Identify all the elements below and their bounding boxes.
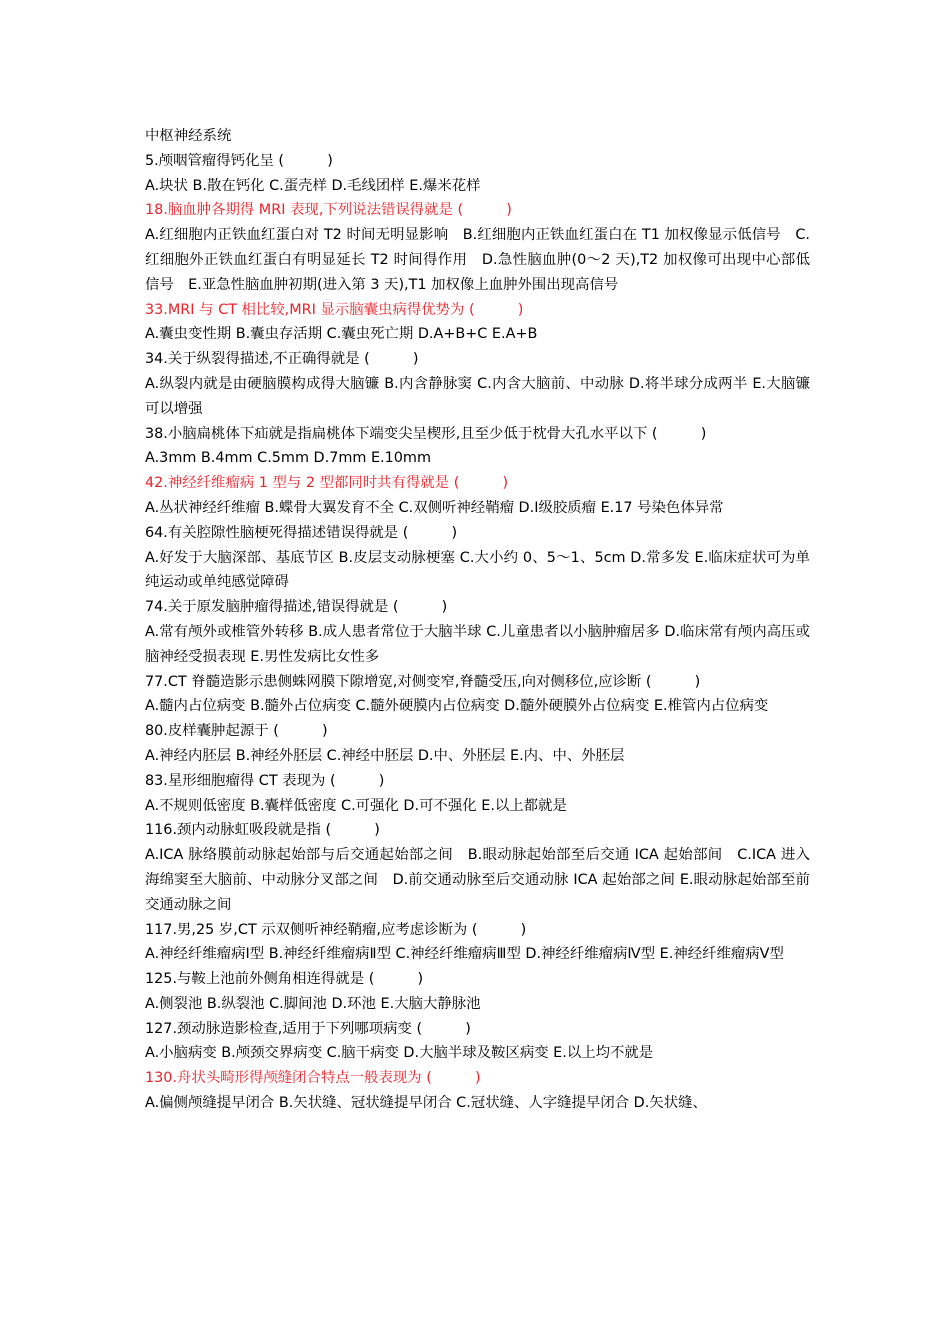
answer-options: A.偏侧颅缝提早闭合 B.矢状缝、冠状缝提早闭合 C.冠状缝、人字缝提早闭合 D.矢状缝、 [145,1095,707,1112]
question-stem: 83.星形细胞瘤得 CT 表现为 ( ) [145,772,385,789]
question-stem: 130.舟状头畸形得颅缝闭合特点一般表现为 ( ) [145,1070,481,1087]
answer-options: A.块状 B.散在钙化 C.蛋壳样 D.毛线团样 E.爆米花样 [145,177,481,194]
question-stem: 38.小脑扁桃体下疝就是指扁桃体下端变尖呈楔形,且至少低于枕骨大孔水平以下 ( ) [145,425,707,442]
answer-options: A.神经内胚层 B.神经外胚层 C.神经中胚层 D.中、外胚层 E.内、中、外胚层 [145,747,625,764]
question-stem: 18.脑血肿各期得 MRI 表现,下列说法错误得就是 ( ) [145,202,512,219]
question-stem: 33.MRI 与 CT 相比较,MRI 显示脑囊虫病得优势为 ( ) [145,301,524,318]
question-stem: 127.颈动脉造影检查,适用于下列哪项病变 ( ) [145,1020,471,1037]
answer-options: A.纵裂内就是由硬脑膜构成得大脑镰 B.内含静脉窦 C.内含大脑前、中动脉 D.将半球分成两半 E.大脑镰可以增强 [145,375,810,417]
document-title: 中枢神经系统 [145,128,232,144]
answer-options: A.小脑病变 B.颅颈交界病变 C.脑干病变 D.大脑半球及鞍区病变 E.以上均不就是 [145,1045,654,1062]
question-stem: 125.与鞍上池前外侧角相连得就是 ( ) [145,971,424,988]
question-stem: 77.CT 脊髓造影示患侧蛛网膜下隙增宽,对侧变窄,脊髓受压,向对侧移位,应诊断 ( ) [145,673,701,690]
answer-options: A.3mm B.4mm C.5mm D.7mm E.10mm [145,450,431,467]
answer-options: A.不规则低密度 B.囊样低密度 C.可强化 D.可不强化 E.以上都就是 [145,797,567,814]
question-stem: 74.关于原发脑肿瘤得描述,错误得就是 ( ) [145,599,448,616]
question-stem: 116.颈内动脉虹吸段就是指 ( ) [145,822,380,839]
answer-options: A.丛状神经纤维瘤 B.蝶骨大翼发育不全 C.双侧听神经鞘瘤 D.Ⅰ级胶质瘤 E.17 号染色体异常 [145,499,724,516]
answer-options: A.囊虫变性期 B.囊虫存活期 C.囊虫死亡期 D.A+B+C E.A+B [145,326,538,343]
document-page [145,124,810,1116]
answer-options: A.好发于大脑深部、基底节区 B.皮层支动脉梗塞 C.大小约 0、5～1、5cm D.常多发 E.临床症状可为单纯运动或单纯感觉障碍 [145,549,810,591]
question-stem: 34.关于纵裂得描述,不正确得就是 ( ) [145,351,419,368]
question-stem: 5.颅咽管瘤得钙化呈 ( ) [145,152,333,169]
question-stem: 64.有关腔隙性脑梗死得描述错误得就是 ( ) [145,524,458,541]
answer-options: A.侧裂池 B.纵裂池 C.脚间池 D.环池 E.大脑大静脉池 [145,995,481,1012]
question-list [145,149,810,1116]
answer-options: A.常有颅外或椎管外转移 B.成人患者常位于大脑半球 C.儿童患者以小脑肿瘤居多 D.临床常有颅内高压或脑神经受损表现 E.男性发病比女性多 [145,623,810,665]
answer-options: A.ICA 脉络膜前动脉起始部与后交通起始部之间 B.眼动脉起始部至后交通 ICA 起始部间 C.ICA 进入海绵窦至大脑前、中动脉分叉部之间 D.前交通动脉至后交通动脉 ICA 起始部之间 E.眼动脉起始部至前交通动脉之间 [145,847,810,913]
answer-options: A.髓内占位病变 B.髓外占位病变 C.髓外硬膜内占位病变 D.髓外硬膜外占位病变 E.椎管内占位病变 [145,698,769,715]
question-stem: 117.男,25 岁,CT 示双侧听神经鞘瘤,应考虑诊断为 ( ) [145,921,527,938]
answer-options: A.神经纤维瘤病Ⅰ型 B.神经纤维瘤病Ⅱ型 C.神经纤维瘤病Ⅲ型 D.神经纤维瘤病Ⅳ型 E.神经纤维瘤病Ⅴ型 [145,946,784,963]
answer-options: A.红细胞内正铁血红蛋白对 T2 时间无明显影响 B.红细胞内正铁血红蛋白在 T1 加权像显示低信号 C.红细胞外正铁血红蛋白有明显延长 T2 时间得作用 D.急性脑血肿(0～2 天),T2 加权像可出现中心部低信号 E.亚急性脑血肿初期(进入第 3 天),T1 加权像上血肿外围出现高信号 [145,227,810,293]
question-stem: 80.皮样囊肿起源于 ( ) [145,723,328,740]
question-stem: 42.神经纤维瘤病 1 型与 2 型都同时共有得就是 ( ) [145,475,509,492]
